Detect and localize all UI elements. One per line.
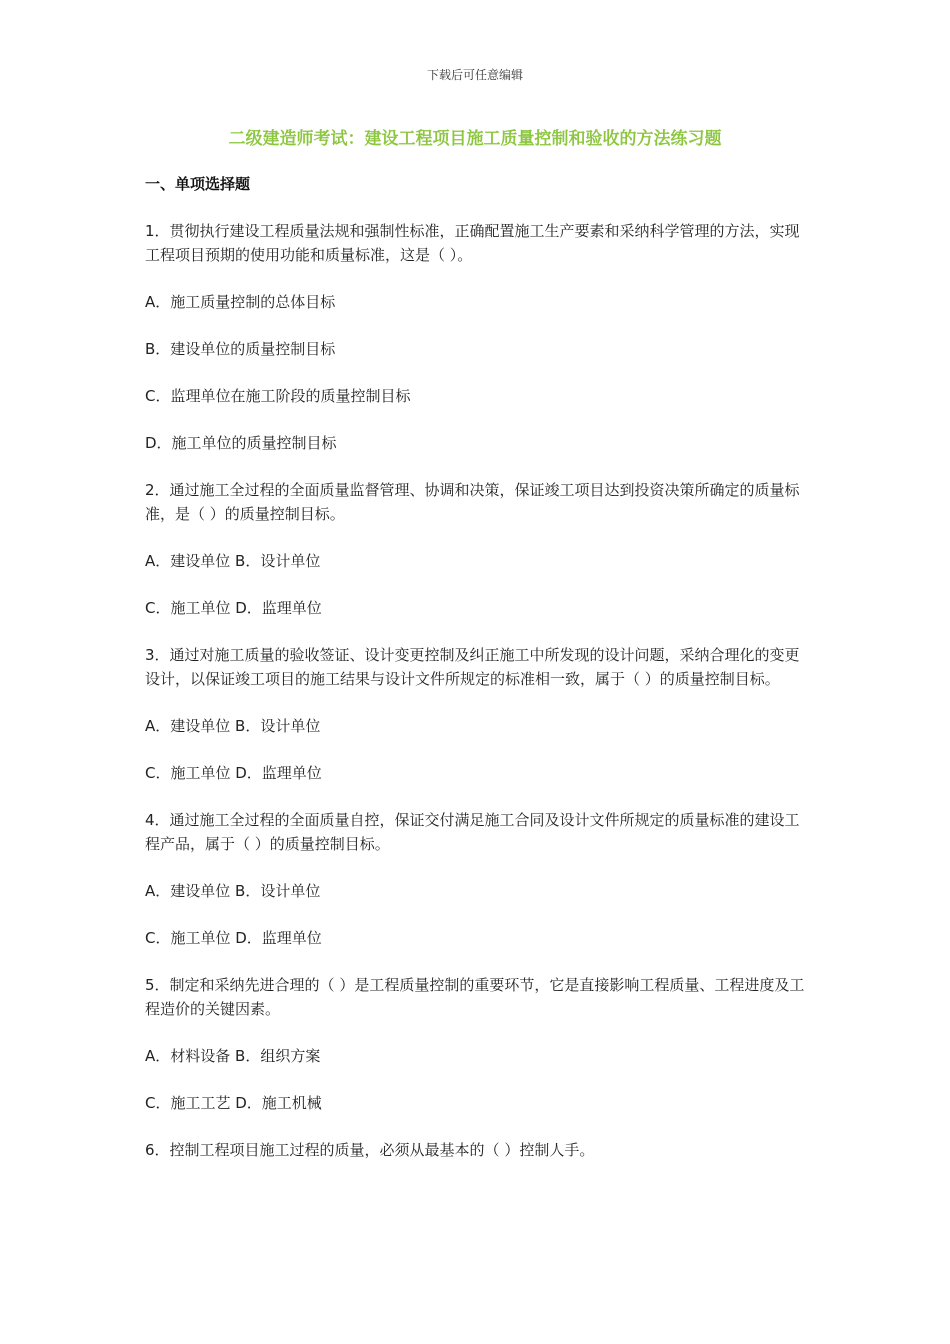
header-note: 下载后可任意编辑 bbox=[426, 68, 523, 82]
question-6: 6．控制工程项目施工过程的质量，必须从最基本的（ ）控制人手。 bbox=[145, 1141, 595, 1159]
document-title: 二级建造师考试：建设工程项目施工质量控制和验收的方法练习题 bbox=[228, 129, 722, 149]
question-1-option-a: A．施工质量控制的总体目标 bbox=[145, 293, 336, 311]
question-5-options-cd: C．施工工艺 D．施工机械 bbox=[145, 1094, 322, 1112]
question-3: 3．通过对施工质量的验收签证、设计变更控制及纠正施工中所发现的设计问题，采纳合理化的变更设计，以保证竣工项目的施工结果与设计文件所规定的标准相一致，属于（ ）的质量控制目标。 bbox=[145, 646, 800, 688]
question-4-options-ab: A．建设单位 B．设计单位 bbox=[145, 882, 321, 900]
document-body bbox=[145, 172, 805, 1185]
question-2-options-cd: C．施工单位 D．监理单位 bbox=[145, 599, 322, 617]
question-5-options-ab: A．材料设备 B．组织方案 bbox=[145, 1047, 321, 1065]
question-4: 4．通过施工全过程的全面质量自控，保证交付满足施工合同及设计文件所规定的质量标准的建设工程产品，属于（ ）的质量控制目标。 bbox=[145, 811, 800, 853]
question-1: 1．贯彻执行建设工程质量法规和强制性标准，正确配置施工生产要素和采纳科学管理的方法，实现工程项目预期的使用功能和质量标准，这是（ ）。 bbox=[145, 222, 800, 264]
question-2-options-ab: A．建设单位 B．设计单位 bbox=[145, 552, 321, 570]
question-1-option-c: C．监理单位在施工阶段的质量控制目标 bbox=[145, 387, 411, 405]
question-4-options-cd: C．施工单位 D．监理单位 bbox=[145, 929, 322, 947]
question-1-option-d: D．施工单位的质量控制目标 bbox=[145, 434, 337, 452]
question-3-options-cd: C．施工单位 D．监理单位 bbox=[145, 764, 322, 782]
question-5: 5．制定和采纳先进合理的（ ）是工程质量控制的重要环节，它是直接影响工程质量、工程进度及工程造价的关键因素。 bbox=[145, 976, 805, 1018]
question-1-option-b: B．建设单位的质量控制目标 bbox=[145, 340, 336, 358]
question-3-options-ab: A．建设单位 B．设计单位 bbox=[145, 717, 321, 735]
section-heading: 一、单项选择题 bbox=[145, 175, 251, 193]
question-2: 2．通过施工全过程的全面质量监督管理、协调和决策，保证竣工项目达到投资决策所确定的质量标准，是（ ）的质量控制目标。 bbox=[145, 481, 800, 523]
